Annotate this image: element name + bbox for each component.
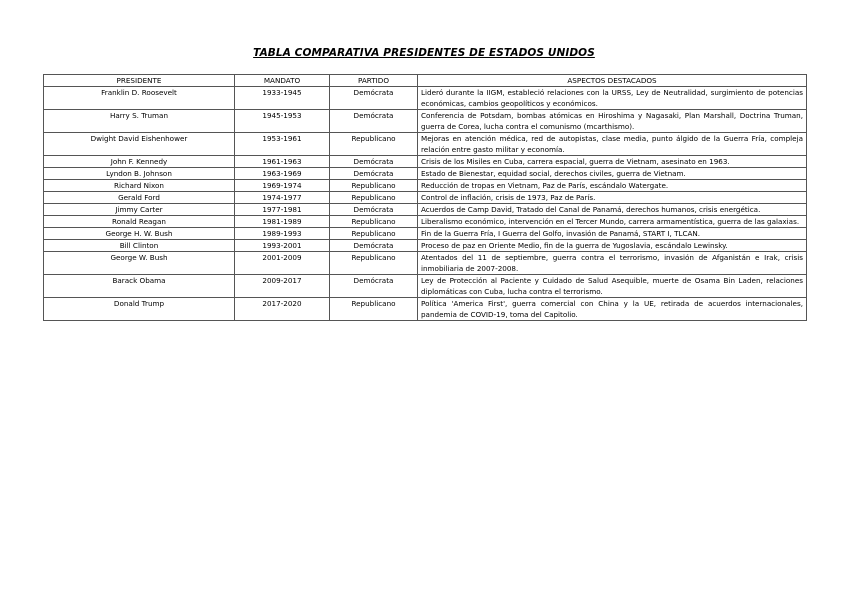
table-row [44,156,807,168]
cell-term: 2017-2020 [235,298,330,321]
cell-aspects: Proceso de paz en Oriente Medio, fin de la guerra de Yugoslavia, escándalo Lewinsky. [418,240,807,252]
cell-party: Republicano [330,133,418,156]
table-row [44,133,807,156]
cell-aspects: Política 'America First', guerra comercial con China y la UE, retirada de acuerdos internacionales, pandemia de COVID-19, toma del Capitolio. [418,298,807,321]
cell-term: 1989-1993 [235,228,330,240]
table-row [44,110,807,133]
cell-president: George H. W. Bush [44,228,235,240]
cell-president: George W. Bush [44,252,235,275]
cell-president: Richard Nixon [44,180,235,192]
presidents-table [43,74,807,321]
cell-party: Republicano [330,180,418,192]
cell-term: 1963-1969 [235,168,330,180]
cell-aspects: Mejoras en atención médica, red de autopistas, clase media, punto álgido de la Guerra Fría, compleja relación entre gasto militar y economía. [418,133,807,156]
table-row [44,180,807,192]
table-row [44,192,807,204]
table-row [44,216,807,228]
cell-term: 1945-1953 [235,110,330,133]
cell-president: Gerald Ford [44,192,235,204]
table-row [44,240,807,252]
cell-president: Barack Obama [44,275,235,298]
header-party: PARTIDO [330,75,418,87]
cell-aspects: Liberalismo económico, intervención en el Tercer Mundo, carrera armamentística, guerra de las galaxias. [418,216,807,228]
cell-party: Demócrata [330,156,418,168]
cell-term: 1953-1961 [235,133,330,156]
cell-aspects: Atentados del 11 de septiembre, guerra contra el terrorismo, invasión de Afganistán e Irak, crisis inmobiliaria de 2007-2008. [418,252,807,275]
cell-president: John F. Kennedy [44,156,235,168]
cell-party: Demócrata [330,110,418,133]
cell-president: Jimmy Carter [44,204,235,216]
header-term: MANDATO [235,75,330,87]
page-title: TABLA COMPARATIVA PRESIDENTES DE ESTADOS UNIDOS [253,47,595,59]
cell-president: Dwight David Eishenhower [44,133,235,156]
cell-president: Harry S. Truman [44,110,235,133]
cell-president: Bill Clinton [44,240,235,252]
cell-term: 1933-1945 [235,87,330,110]
cell-term: 1981-1989 [235,216,330,228]
cell-aspects: Crisis de los Misiles en Cuba, carrera espacial, guerra de Vietnam, asesinato en 1963. [418,156,807,168]
cell-party: Demócrata [330,204,418,216]
cell-aspects: Lideró durante la IIGM, estableció relaciones con la URSS, Ley de Neutralidad, surgimiento de potencias económicas, cambios geopolíticos y económicos. [418,87,807,110]
cell-president: Franklin D. Roosevelt [44,87,235,110]
table-row [44,168,807,180]
cell-term: 1974-1977 [235,192,330,204]
cell-term: 2009-2017 [235,275,330,298]
cell-aspects: Estado de Bienestar, equidad social, derechos civiles, guerra de Vietnam. [418,168,807,180]
cell-president: Lyndon B. Johnson [44,168,235,180]
cell-party: Republicano [330,252,418,275]
cell-president: Ronald Reagan [44,216,235,228]
cell-aspects: Acuerdos de Camp David, Tratado del Canal de Panamá, derechos humanos, crisis energética. [418,204,807,216]
header-president: PRESIDENTE [44,75,235,87]
table-row [44,228,807,240]
table-row [44,252,807,275]
cell-aspects: Fin de la Guerra Fría, I Guerra del Golfo, invasión de Panamá, START I, TLCAN. [418,228,807,240]
cell-aspects: Conferencia de Potsdam, bombas atómicas en Hiroshima y Nagasaki, Plan Marshall, Doctrina Truman, guerra de Corea, lucha contra el comunismo (mcarthismo). [418,110,807,133]
cell-aspects: Ley de Protección al Paciente y Cuidado de Salud Asequible, muerte de Osama Bin Laden, relaciones diplomáticas con Cuba, lucha contra el terrorismo. [418,275,807,298]
table-row [44,275,807,298]
cell-aspects: Control de inflación, crisis de 1973, Paz de París. [418,192,807,204]
cell-party: Republicano [330,192,418,204]
cell-party: Demócrata [330,168,418,180]
table-body [44,87,807,321]
cell-president: Donald Trump [44,298,235,321]
cell-party: Republicano [330,298,418,321]
header-aspects: ASPECTOS DESTACADOS [418,75,807,87]
cell-term: 1993-2001 [235,240,330,252]
cell-term: 2001-2009 [235,252,330,275]
cell-party: Demócrata [330,240,418,252]
table-row [44,87,807,110]
cell-term: 1977-1981 [235,204,330,216]
cell-party: Republicano [330,216,418,228]
cell-aspects: Reducción de tropas en Vietnam, Paz de París, escándalo Watergate. [418,180,807,192]
cell-party: Demócrata [330,275,418,298]
cell-party: Republicano [330,228,418,240]
table-header-row [44,75,807,87]
cell-party: Demócrata [330,87,418,110]
table-row [44,204,807,216]
cell-term: 1969-1974 [235,180,330,192]
table-row [44,298,807,321]
cell-term: 1961-1963 [235,156,330,168]
